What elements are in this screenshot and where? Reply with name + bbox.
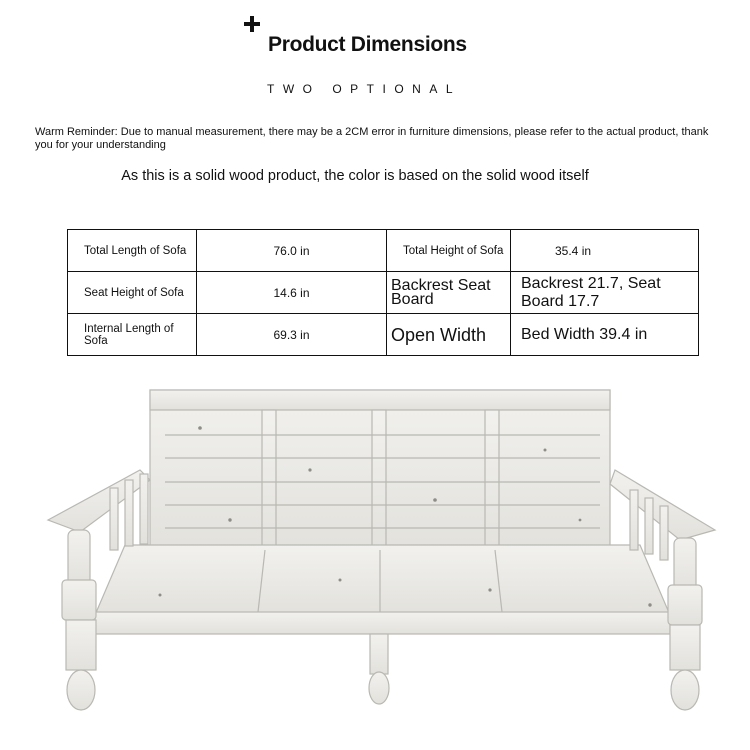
warm-reminder-text: Warm Reminder: Due to manual measurement, there may be a 2CM error in furniture dimensions, please refer to the actual product, thank you for your understanding	[35, 126, 709, 151]
dim-label: Total Height of Sofa	[387, 230, 511, 272]
dim-label: Seat Height of Sofa	[68, 272, 197, 314]
dim-value: Bed Width 39.4 in	[511, 314, 699, 356]
dim-label: Backrest Seat Board	[387, 272, 511, 314]
dim-value: 35.4 in	[511, 230, 699, 272]
table-row	[68, 272, 699, 314]
page-title: Product Dimensions	[268, 33, 467, 56]
plus-icon	[244, 16, 260, 32]
table-row	[68, 230, 699, 272]
page-subtitle: TWO OPTIONAL	[267, 82, 462, 96]
sofa-product-image	[40, 380, 720, 725]
dim-label: Internal Length of Sofa	[68, 314, 197, 356]
dim-label: Open Width	[387, 314, 511, 356]
dimensions-table	[67, 229, 699, 356]
solid-wood-note: As this is a solid wood product, the color is based on the solid wood itself	[121, 168, 589, 184]
dim-value: Backrest 21.7, Seat Board 17.7	[511, 272, 699, 314]
table-row	[68, 314, 699, 356]
dim-value: 76.0 in	[197, 230, 387, 272]
dim-value: 14.6 in	[197, 272, 387, 314]
dim-label: Total Length of Sofa	[68, 230, 197, 272]
dim-value: 69.3 in	[197, 314, 387, 356]
